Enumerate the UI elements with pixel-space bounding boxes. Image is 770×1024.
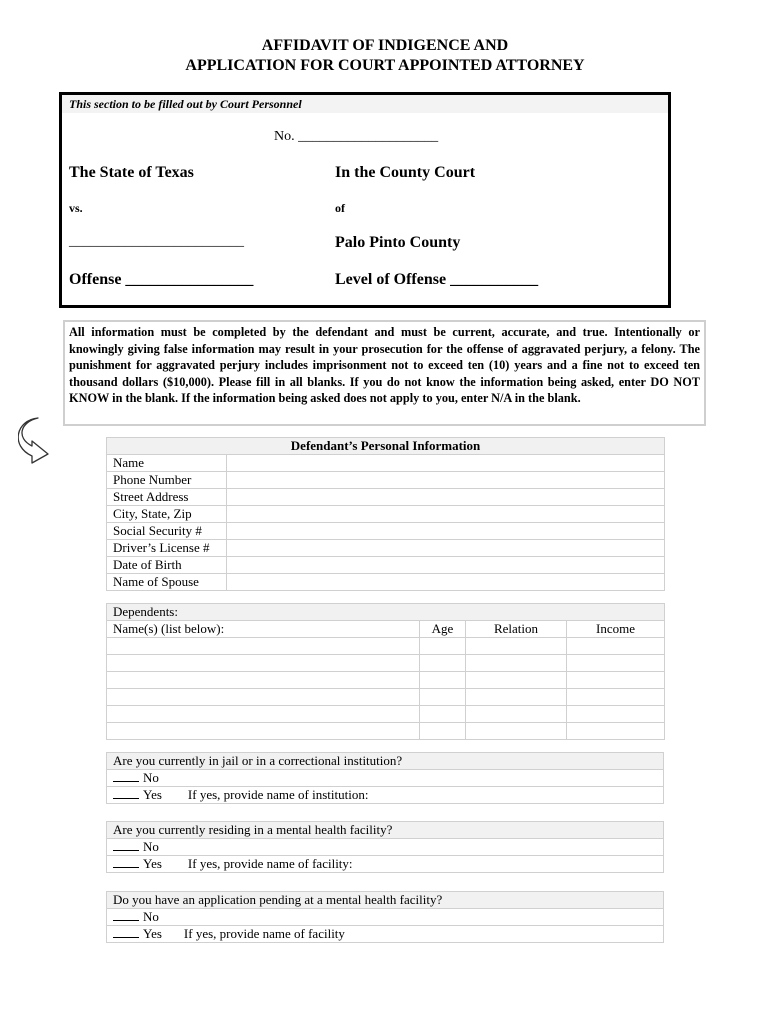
yes-label: Yes (143, 926, 162, 941)
no-label: No (143, 909, 159, 924)
mental-health-question-table (106, 821, 664, 873)
personal-info-heading: Defendant’s Personal Information (107, 438, 665, 455)
jail-no-option[interactable] (107, 770, 664, 787)
table-row (107, 723, 665, 740)
table-row (107, 574, 665, 591)
perjury-notice: All information must be completed by the defendant and must be current, accurate, and true. Intentionally or knowingly giving false information may result in your prosecution for the offense of aggravated perjury, a felony. The punishment for aggravated perjury includes imprisonment not to exceed ten (10) years and a fine not to exceed ten thousand dollars ($10,000). Please fill in all blanks. If you do not know the information being asked, enter DO NOT KNOW in the blank. If the information being asked does not apply to you, enter N/A in the blank. (63, 320, 706, 426)
answer-blank (113, 927, 139, 938)
dependent-age-input[interactable] (420, 689, 466, 706)
answer-blank (113, 910, 139, 921)
dependent-income-input[interactable] (567, 689, 665, 706)
dependents-col-relation: Relation (466, 621, 567, 638)
dependent-income-input[interactable] (567, 672, 665, 689)
dependent-name-input[interactable] (107, 655, 420, 672)
city-state-zip-input[interactable] (227, 506, 665, 523)
table-row (107, 557, 665, 574)
state-label: The State of Texas (69, 164, 194, 181)
table-row (107, 638, 665, 655)
table-row (107, 706, 665, 723)
answer-blank (113, 857, 139, 868)
field-label: Name (107, 455, 227, 472)
table-row (107, 506, 665, 523)
vs-label: vs. (69, 201, 83, 215)
name-input[interactable] (227, 455, 665, 472)
yes-label: Yes (143, 787, 162, 802)
jail-question: Are you currently in jail or in a correctional institution? (107, 753, 664, 770)
answer-blank (113, 771, 139, 782)
dependents-heading: Dependents: (107, 604, 665, 621)
dependent-name-input[interactable] (107, 638, 420, 655)
pending-application-question: Do you have an application pending at a mental health facility? (107, 892, 664, 909)
field-label: Phone Number (107, 472, 227, 489)
title-line-2: APPLICATION FOR COURT APPOINTED ATTORNEY (185, 57, 585, 74)
dependent-income-input[interactable] (567, 723, 665, 740)
mental-health-question: Are you currently residing in a mental health facility? (107, 822, 664, 839)
dependent-age-input[interactable] (420, 723, 466, 740)
field-label: Date of Birth (107, 557, 227, 574)
dependent-name-input[interactable] (107, 706, 420, 723)
dependent-relation-input[interactable] (466, 672, 567, 689)
followup-label: If yes, provide name of facility (183, 926, 345, 941)
dependent-relation-input[interactable] (466, 638, 567, 655)
table-row (107, 489, 665, 506)
no-label: No (143, 770, 159, 785)
dependent-income-input[interactable] (567, 638, 665, 655)
mental-health-no-option[interactable] (107, 839, 664, 856)
mental-health-yes-option[interactable] (107, 856, 664, 873)
curved-arrow-icon (18, 414, 54, 464)
personal-info-table (106, 437, 665, 591)
dependent-name-input[interactable] (107, 689, 420, 706)
answer-blank (113, 840, 139, 851)
dependents-col-name: Name(s) (list below): (107, 621, 420, 638)
dependent-income-input[interactable] (567, 655, 665, 672)
dependent-relation-input[interactable] (466, 655, 567, 672)
table-row (107, 540, 665, 557)
table-row (107, 523, 665, 540)
jail-yes-option[interactable] (107, 787, 664, 804)
case-number-field[interactable]: No. ____________________ (274, 129, 439, 144)
dependent-age-input[interactable] (420, 672, 466, 689)
ssn-input[interactable] (227, 523, 665, 540)
dependent-age-input[interactable] (420, 706, 466, 723)
jail-question-table (106, 752, 664, 804)
phone-input[interactable] (227, 472, 665, 489)
pending-no-option[interactable] (107, 909, 664, 926)
field-label: Social Security # (107, 523, 227, 540)
title-line-1: AFFIDAVIT OF INDIGENCE AND (261, 37, 509, 54)
pending-yes-option[interactable] (107, 926, 664, 943)
table-row (107, 655, 665, 672)
dependent-income-input[interactable] (567, 706, 665, 723)
no-label: No (143, 839, 159, 854)
offense-level-field[interactable]: Level of Offense ___________ (335, 271, 539, 288)
table-row (107, 689, 665, 706)
dependents-table (106, 603, 665, 740)
dependent-age-input[interactable] (420, 655, 466, 672)
court-personnel-section (59, 92, 671, 308)
street-address-input[interactable] (227, 489, 665, 506)
dependents-col-age: Age (420, 621, 466, 638)
followup-label: If yes, provide name of facility: (187, 856, 353, 871)
offense-field[interactable]: Offense ________________ (69, 271, 254, 288)
court-section-header: This section to be filled out by Court Personnel (62, 95, 668, 113)
spouse-name-input[interactable] (227, 574, 665, 591)
dob-input[interactable] (227, 557, 665, 574)
field-label: Street Address (107, 489, 227, 506)
dependent-age-input[interactable] (420, 638, 466, 655)
dependent-name-input[interactable] (107, 723, 420, 740)
yes-label: Yes (143, 856, 162, 871)
dependent-relation-input[interactable] (466, 689, 567, 706)
followup-label: If yes, provide name of institution: (187, 787, 369, 802)
county-label: Palo Pinto County (335, 234, 461, 251)
pending-application-question-table (106, 891, 664, 943)
dependent-relation-input[interactable] (466, 723, 567, 740)
court-label: In the County Court (335, 164, 476, 181)
dependent-name-input[interactable] (107, 672, 420, 689)
defendant-name-blank[interactable]: _________________________ (69, 234, 244, 249)
answer-blank (113, 788, 139, 799)
dependent-relation-input[interactable] (466, 706, 567, 723)
field-label: Name of Spouse (107, 574, 227, 591)
drivers-license-input[interactable] (227, 540, 665, 557)
table-row (107, 672, 665, 689)
field-label: City, State, Zip (107, 506, 227, 523)
of-label: of (335, 201, 345, 215)
dependents-col-income: Income (567, 621, 665, 638)
field-label: Driver’s License # (107, 540, 227, 557)
table-row (107, 455, 665, 472)
table-row (107, 472, 665, 489)
